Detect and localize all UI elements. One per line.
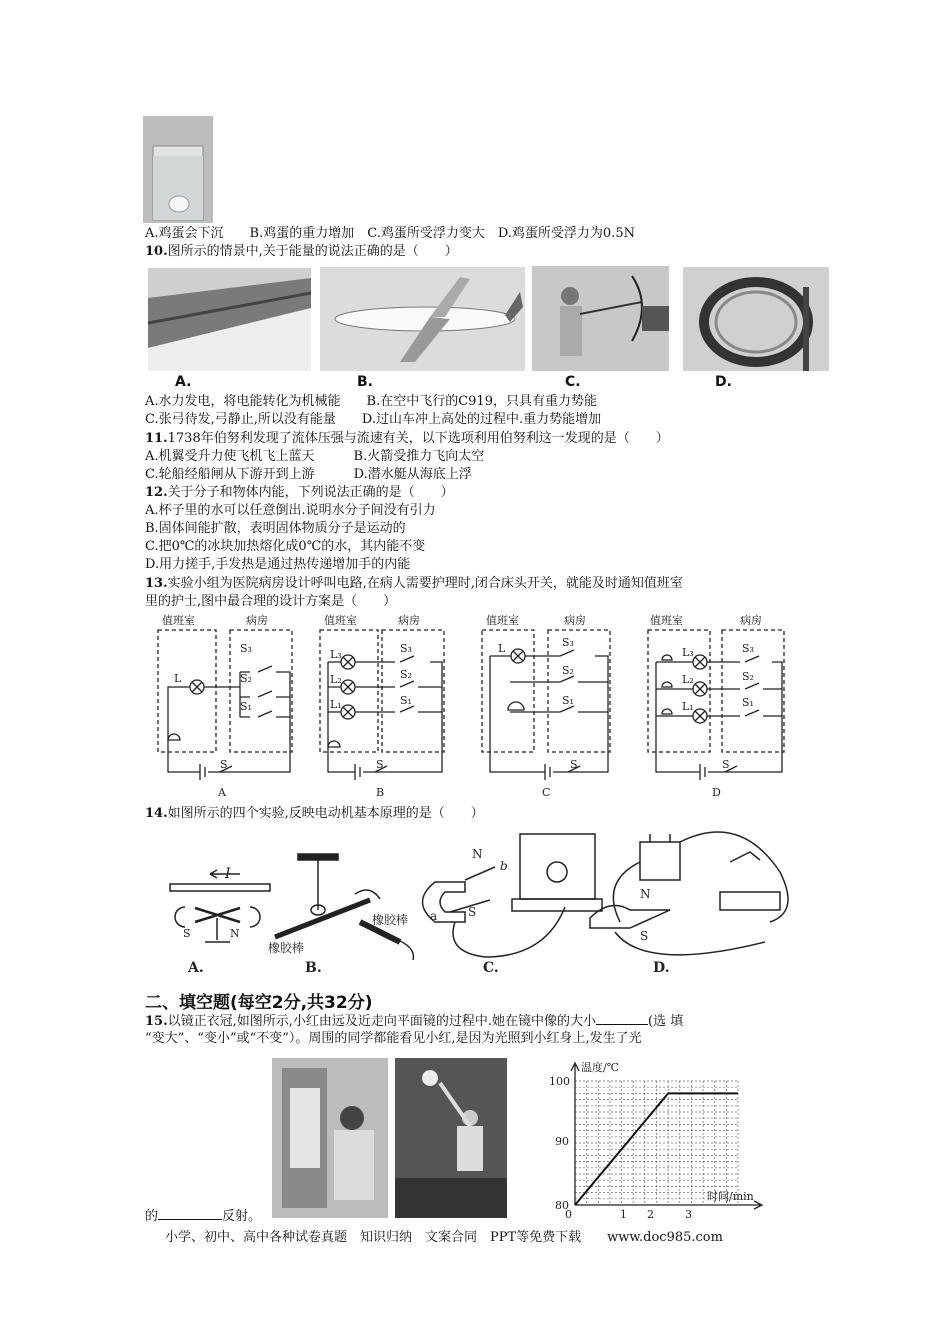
q13-stem-1: 实验小组为医院病房设计呼叫电路,在病人需要护理时,闭合床头开关，就能及时通知值班室 (167, 576, 683, 591)
q15-text-1b: (选 填 (648, 1014, 684, 1029)
q14-stem: 如图所示的四个实验,反映电动机基本原理的是（ ） (167, 806, 484, 821)
circuit-b-l2: L₂ (330, 673, 342, 686)
q15-text-1a: 以镜正衣冠,如图所示,小红由远及近走向平面镜的过程中.她在镜中像的大小 (167, 1014, 597, 1029)
circuit-b-l3: L₃ (330, 648, 342, 661)
circuit-a-switch: S (220, 758, 228, 771)
q15-blank-2[interactable] (158, 1207, 222, 1220)
q15-text-3a: 的 (145, 1209, 159, 1224)
q13-number: 13. (145, 576, 168, 591)
circuit-b-label: B (376, 786, 385, 799)
fig-c-caption: C. (483, 960, 499, 976)
circuit-c-lamp-label: L (498, 642, 506, 655)
fig-d-n-label: N (640, 887, 651, 901)
q10-label-c: C. (565, 374, 581, 390)
q15-text-3b: 反射。 (222, 1209, 262, 1224)
circuit-d-label: D (712, 786, 721, 799)
circuit-c-s2: S₂ (562, 664, 574, 677)
circuit-a-ward-label: 病房 (246, 614, 268, 627)
section-2-title: 二、填空题(每空2分,共32分) (145, 993, 373, 1013)
circuit-b-s3: S₃ (400, 642, 412, 655)
circuit-c-duty-label: 值班室 (486, 614, 519, 627)
circuit-c-label: C (542, 786, 551, 799)
circuit-d-s1: S₁ (742, 696, 754, 709)
q15-line-1 (145, 1012, 683, 1031)
fig-d-s-label: S (640, 929, 649, 943)
q12-number: 12. (145, 485, 168, 500)
q10-photo-c-archer (532, 266, 669, 371)
q12-option-d: D.用力搓手,手发热是通过热传递增加手的内能 (145, 557, 411, 572)
q9-options: A.鸡蛋会下沉 B.鸡蛋的重力增加 C.鸡蛋所受浮力变大 D.鸡蛋所受浮力为0.5N (145, 226, 635, 241)
fig-a-caption: A. (188, 960, 204, 976)
graph-xtick-2: 2 (647, 1208, 654, 1221)
q10-question (145, 243, 458, 261)
q15-blank-1[interactable] (596, 1012, 648, 1025)
circuit-b-l1: L₁ (330, 698, 342, 711)
fig-d-caption: D. (653, 960, 670, 976)
circuit-a-duty-label: 值班室 (162, 614, 195, 627)
q10-number: 10. (145, 244, 168, 259)
q15-line-2: “变大”、“变小”或“不变”）。周围的同学都能看见小红,是因为光照到小红身上,发生了光 (145, 1031, 642, 1046)
q14-number: 14. (145, 806, 168, 821)
circuit-b-switch: S (376, 758, 384, 771)
q10-photo-b-airplane (320, 267, 525, 371)
fig-c-n-label: N (472, 847, 483, 861)
circuit-a-lamp-label: L (174, 672, 182, 685)
fig-a-n-label: N (230, 927, 240, 940)
graph-xtick-0: 0 (565, 1208, 572, 1221)
egg-in-glass-photo (143, 116, 213, 223)
q11-question (145, 430, 669, 448)
circuit-b-duty-label: 值班室 (324, 614, 357, 627)
circuit-a-s2: S₂ (240, 672, 252, 685)
graph-xlabel: 时间/min (707, 1190, 754, 1203)
graph-ylabel: 温度/℃ (581, 1061, 620, 1074)
circuit-b-s2: S₂ (400, 668, 412, 681)
circuit-d-ward-label: 病房 (740, 614, 762, 627)
q13-stem-2: 里的护士,图中最合理的设计方案是（ ） (145, 594, 397, 609)
q10-label-b: B. (357, 374, 373, 390)
graph-grid (575, 1081, 738, 1205)
q11-number: 11. (145, 431, 168, 446)
q12-option-c: C.把0℃的冰块加热熔化成0℃的水，其内能不变 (145, 539, 426, 554)
circuit-b-duty-room-box (320, 630, 378, 752)
circuit-c-s1: S₁ (562, 694, 574, 707)
circuit-a-duty-room-box (158, 630, 216, 752)
q12-stem: 关于分子和物体内能，下列说法正确的是（ ） (167, 485, 454, 500)
q14-experiment-figures (150, 822, 810, 980)
fig-b-rod-label-1: 橡胶棒 (268, 941, 305, 955)
circuit-b-ward-box (382, 630, 444, 752)
q12-option-b: B.固体间能扩散，表明固体物质分子是运动的 (145, 521, 406, 536)
circuit-b-ward-label: 病房 (398, 614, 420, 627)
q11-options-1: A.机翼受升力使飞机飞上蓝天 B.火箭受推力飞向太空 (145, 449, 485, 464)
fig-b-caption: B. (305, 960, 322, 976)
q12-option-a: A.杯子里的水可以任意倒出.说明水分子间没有引力 (145, 503, 436, 518)
circuit-d-l1: L₁ (682, 700, 694, 713)
circuit-c-ward-label: 病房 (564, 614, 586, 627)
q10-photo-d-rollercoaster (683, 267, 829, 371)
circuit-c-switch: S (570, 758, 578, 771)
fig-c-b-label: b (500, 859, 508, 873)
circuit-b-s1: S₁ (400, 694, 412, 707)
circuit-d-s3: S₃ (742, 642, 754, 655)
fig-a-current-label: I (225, 866, 231, 882)
circuit-d-l3: L₃ (682, 646, 694, 659)
q11-options-2: C.轮船经船闸从下游开到上游 D.潜水艇从海底上浮 (145, 467, 472, 482)
circuit-d-duty-room-box (648, 630, 710, 752)
q10-photo-a-dam (148, 268, 311, 371)
circuit-d-s2: S₂ (742, 670, 754, 683)
q10-label-d: D. (715, 374, 732, 390)
q14-question (145, 805, 484, 823)
q10-options-2: C.张弓待发,弓静止,所以没有能量 D.过山车冲上高处的过程中.重力势能增加 (145, 412, 602, 427)
graph-xtick-1: 1 (620, 1208, 627, 1221)
q10-label-a: A. (175, 374, 192, 390)
q15-photo-mirror (272, 1058, 388, 1218)
fig-a-wire (170, 884, 270, 891)
q12-question (145, 484, 454, 502)
fig-a-s-label: S (183, 927, 191, 940)
q10-options-1: A.水力发电，将电能转化为机械能 B.在空中飞行的C919，只具有重力势能 (145, 394, 597, 409)
circuit-d-duty-label: 值班室 (650, 614, 683, 627)
q10-stem: 图所示的情景中,关于能量的说法正确的是（ ） (167, 244, 458, 259)
fig-d-battery (640, 842, 680, 880)
fig-c-a-label: a (430, 909, 438, 923)
fig-c-s-label: S (468, 905, 477, 919)
temperature-time-graph (535, 1055, 780, 1225)
fig-b-rod-label-2: 橡胶棒 (372, 913, 409, 927)
q15-photo-volleyball (395, 1058, 507, 1218)
q13-circuit-diagrams (150, 612, 810, 802)
graph-y-axis (571, 1063, 579, 1205)
circuit-d-switch: S (722, 758, 730, 771)
circuit-a-label: A (218, 786, 226, 799)
circuit-c-s3: S₃ (562, 636, 574, 649)
egg-glass-drawing (143, 116, 213, 223)
circuit-a-s1: S₁ (240, 700, 252, 713)
page-footer: 小学、初中、高中各种试卷真题 知识归纳 文案合同 PPT等免费下载 www.doc985.com (165, 1230, 723, 1245)
graph-xtick-3: 3 (685, 1208, 692, 1221)
q15-number: 15. (145, 1014, 168, 1029)
circuit-c-ward-box (548, 630, 610, 752)
q11-stem: 1738年伯努利发现了流体压强与流速有关，以下选项利用伯努利这一发现的是（ ） (167, 431, 669, 446)
circuit-a-s3: S₃ (240, 642, 252, 655)
q15-line-3 (145, 1207, 261, 1226)
graph-ytick-90: 90 (555, 1135, 569, 1148)
graph-ytick-80: 80 (555, 1199, 569, 1212)
circuit-d-l2: L₂ (682, 673, 694, 686)
q13-question (145, 575, 683, 593)
graph-ytick-100: 100 (549, 1075, 570, 1088)
fig-b-support (298, 854, 338, 860)
